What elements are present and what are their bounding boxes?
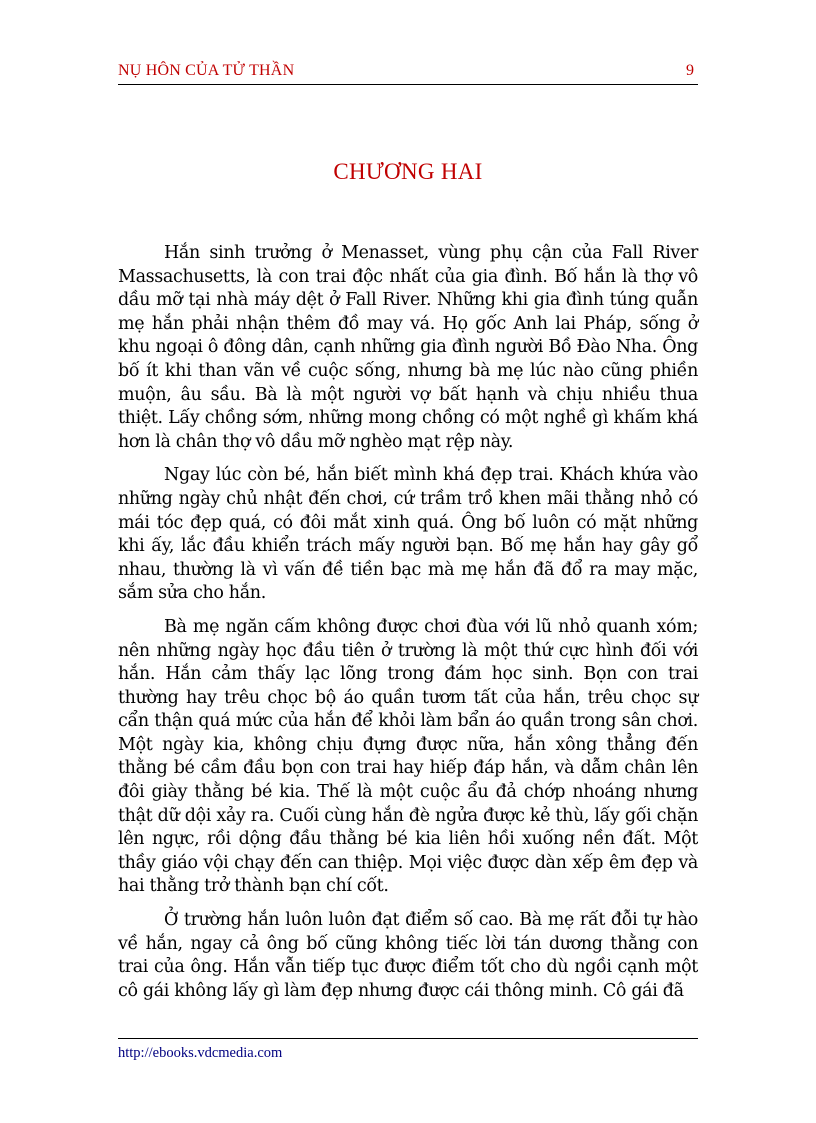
paragraph-4: Ở trường hắn luôn luôn đạt điểm số cao. Bà mẹ rất đỗi tự hào về hắn, ngay cả ông bố cũng không tiếc lời tán dương thằng con trai của ông. Hắn vẫn tiếp tục được điểm tốt cho dù ngồi cạnh một cô gái không lấy gì làm đẹp nhưng được cái thông minh. Cô gái đã: [118, 910, 698, 1001]
book-title: NỤ HÔN CỦA TỬ THẦN: [118, 62, 295, 79]
page-footer: [118, 1038, 698, 1061]
page-number: 9: [686, 62, 694, 79]
paragraph-1: Hắn sinh trưởng ở Menasset, vùng phụ cận của Fall River Massachusetts, là con trai độc nhất của gia đình. Bố hắn là thợ vô dầu mỡ tại nhà máy dệt ở Fall River. Những khi gia đình túng quẫn mẹ hắn phải nhận thêm đồ may vá. Họ gốc Anh lai Pháp, sống ở khu ngoại ô đông dân, cạnh những gia đình người Bồ Đào Nha. Ông bố ít khi than vãn về cuộc sống, nhưng bà mẹ lúc nào cũng phiền muộn, âu sầu. Bà là một người vợ bất hạnh và chịu nhiều thua thiệt. Lấy chồng sớm, những mong chồng có một nghề gì khấm khá hơn là chân thợ vô dầu mỡ nghèo mạt rệp này.: [118, 243, 698, 452]
running-header: [118, 60, 698, 85]
body-text: [118, 242, 698, 1013]
footer-url-link[interactable]: http://ebooks.vdcmedia.com: [118, 1045, 283, 1061]
paragraph-3: Bà mẹ ngăn cấm không được chơi đùa với lũ nhỏ quanh xóm; nên những ngày học đầu tiên ở trường là một thứ cực hình đối với hắn. Hắn cảm thấy lạc lõng trong đám học sinh. Bọn con trai thường hay trêu chọc bộ áo quần tươm tất của hắn, trêu chọc sự cẩn thận quá mức của hắn để khỏi làm bẩn áo quần trong sân chơi. Một ngày kia, không chịu đựng được nữa, hắn xông thẳng đến thằng bé cầm đầu bọn con trai hay hiếp đáp hắn, và dẫm chân lên đôi giày thằng bé kia. Thế là một cuộc ẩu đả chớp nhoáng nhưng thật dữ dội xảy ra. Cuối cùng hắn đè ngửa được kẻ thù, lấy gối chặn lên ngực, rồi dộng đầu thằng bé kia liên hồi xuống nền đất. Một thầy giáo vội chạy đến can thiệp. Mọi việc được dàn xếp êm đẹp và hai thằng trở thành bạn chí cốt.: [118, 616, 698, 897]
chapter-title: CHƯƠNG HAI: [333, 159, 483, 184]
paragraph-2: Ngay lúc còn bé, hắn biết mình khá đẹp trai. Khách khứa vào những ngày chủ nhật đến chơi, cứ trầm trồ khen mãi thằng nhỏ có mái tóc đẹp quá, có đôi mắt xinh quá. Ông bố luôn có mặt những khi ấy, lắc đầu khiển trách mấy người bạn. Bố mẹ hắn hay gây gổ nhau, thường là vì vấn đề tiền bạc mà mẹ hắn đã đổ ra may mặc, sắm sửa cho hắn.: [118, 465, 698, 604]
